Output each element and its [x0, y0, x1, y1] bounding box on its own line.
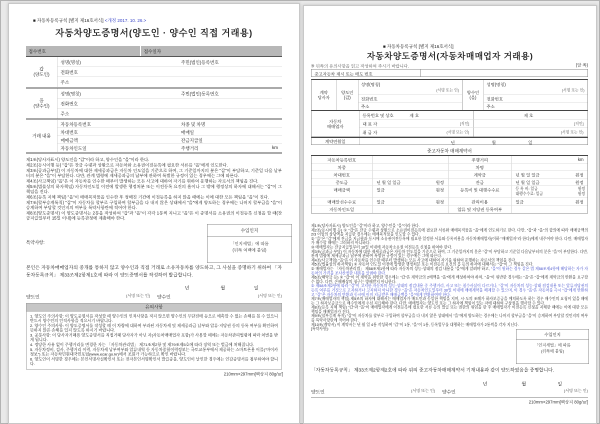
- page-title-left: 자동차양도증명서(양도인 · 양수인 직접 거래용): [55, 28, 253, 38]
- month-label: 월: [491, 140, 496, 145]
- interim-date-amount: 년 월 일 일금: [376, 180, 401, 185]
- brokerage-label: 매매알선수수료: [312, 198, 373, 205]
- signature-row-left: [26, 293, 282, 300]
- name-label: 성명(명칭): [361, 82, 381, 87]
- seal-note: (서명 또는 인): [436, 88, 459, 93]
- left-page-document: [8, 3, 300, 424]
- brokerage-mgmt-row: [312, 198, 588, 206]
- right-page-document: [303, 5, 597, 424]
- dealer-rep-right: [473, 120, 587, 128]
- won-suffix: 원정: [435, 180, 444, 185]
- dealer-label: [312, 111, 360, 137]
- revenue-stamp-box: [516, 329, 589, 364]
- veh-reg-row: [312, 156, 588, 164]
- phone-label: 전화번호: [60, 70, 78, 75]
- vehicle-reg-label: 자동차등록번호: [60, 122, 91, 127]
- grantee-sign-label: 양수인: [157, 294, 171, 300]
- grantee-address-row: [58, 109, 283, 119]
- clause: 제1조(당사자표시) 양도인을 "갑"이라 하고, 양수인을 "을"이라 한다.: [311, 223, 420, 228]
- dealer-handler-label: 취 급 자: [362, 130, 378, 135]
- dealer-label-1: 자동차: [329, 118, 342, 124]
- contract-parties-table: [311, 79, 588, 111]
- vehicle-reg-row: [58, 120, 283, 128]
- regfee-line-2: 대행수수료: 일금 원정: [515, 191, 585, 196]
- regfee-line-1: 등 록 비: 일금 원정: [515, 186, 585, 191]
- balance-value: [512, 179, 588, 186]
- seal-note: (서명 또는 인): [446, 130, 470, 135]
- grantor-role-cell: [337, 80, 359, 110]
- contract-date-row: [311, 137, 588, 145]
- mileage-value: [512, 156, 588, 163]
- vin-value: [373, 171, 449, 178]
- contract-parties-label: [312, 80, 337, 110]
- year-label: 년: [482, 381, 488, 387]
- price-row: [58, 136, 283, 144]
- revision-date: <개정 2017. 10. 26.>: [104, 18, 147, 23]
- dealer-rep-left: [360, 120, 474, 128]
- note-item: 3. 공통사항: 이 당사자거래용 양도증명서를 직접거래 당사자가 아닌 자(자동차매매업자 포함)가 사용할 때에는 자동차관리법령에 따라 처벌을 받게 됩니다.: [30, 333, 278, 342]
- veh-type-value: [373, 164, 449, 171]
- bottom-divider: [311, 397, 588, 398]
- clause: ② 매매업자는 「자동차관리법」 제58조제1항에 따라 자동차의 성능·상태의 점검 내용을 "을"에게 알려야 하고, "을"이 원하는 경우 같은 법 제58조제4항에 해당하는 자가 자동차의 가격을 조사산정한 내용을 알려야 한다.: [311, 266, 588, 276]
- km-unit: km: [272, 145, 278, 150]
- clauses-right: [311, 224, 588, 331]
- note-item: 5. 자동차정비, 검사, 주행거리 이력, 자동차세 납부여부와 압류내역 등 자동차종합이력정보는 국토교통부에서 제공하는 스마트폰용 어플("마이카정보") 또는 자동차민원대국민포털(www.ecar.go.kr)에서 조회가 가능하므로 확인 바랍니다.: [30, 347, 278, 357]
- day-label: 일: [528, 140, 533, 145]
- vin-row: [58, 128, 283, 136]
- grantor-role: 양도인: [341, 90, 354, 95]
- clause: 제2조(동시이행 등) "갑"은 잔금 수령과 상환으로 자동차와 소유권이전등록에 필요한 서류를 "을"에게 인도한다.: [26, 162, 228, 168]
- grantor-role-sub: (갑): [343, 95, 351, 100]
- delivery-value: [373, 206, 449, 214]
- clause: [특약사항]:: [311, 326, 329, 332]
- reg-number-label: 주민(법인)등록번호: [180, 60, 219, 65]
- grantee-info-cell: [484, 80, 588, 110]
- stamp-law-note: 「인지세법」에 따름: [230, 241, 269, 246]
- grantee-seal-note: (서명 또는 인): [563, 388, 588, 393]
- dealer-rep-row: [360, 120, 588, 129]
- amount-prefix: 일금: [376, 187, 385, 193]
- contract-date-label: 계약연월일: [312, 138, 360, 145]
- revenue-stamp-title: 수입인지: [517, 330, 589, 341]
- clauses-left: [26, 157, 282, 221]
- special-terms-label: 특약사항:: [26, 240, 45, 245]
- party-grantor-role: [26, 57, 58, 87]
- note-item: 6. 양도인이 서명한 경우에는 본인서명사실확인서 또는 전자본인서명확인서 발급증을, 양도인이 날인한 경우에는 인감증명서를 첨부하여야 합니다.: [30, 357, 278, 366]
- notes-title-bar: 유의사항: [26, 303, 282, 312]
- clause: 제4조(사고책임) "을"은 이 자동차를 인수한 때부터 발생하는 모든 사고에 대하여 자기를 위하여 운행하는 자로서의 책임을 진다.: [26, 178, 259, 184]
- receipt-header-row: [26, 46, 282, 57]
- won-suffix: 원정: [435, 199, 444, 205]
- presentation-number-label: 중고자동차 제시 또는 매도 번호: [312, 70, 421, 77]
- clause: ③ 매매업자는 잔금지급일부터 10일 이내에 자동차소유권 이전등록 신청을 하여야 한다.: [311, 244, 453, 250]
- dealer-handler-row: [360, 128, 588, 137]
- date-line-right: [311, 380, 588, 386]
- grantee-phone-row: [58, 99, 283, 109]
- clause: ② 제58조제2항에 따라 "갑"이 고지한 자동차의 성능·상태의 점검내용 중 주행거리, 사고 또는 침수사실이 다르거나, "갑"이 자동차의 성능·상태 점검내용 또는 압류저당권의 등록 여부를 거짓으로 고지하거나 고지하지 아니한 경우 "을"은 자동차인도일부터 30일 이내에 매매계약을 해제할 수 있으며, 이 경우 "을"은 자동차를 즉시 "갑"에게 반환하고 "갑"은 자동차의 반환과 동시에 이미 지급받은 매매금액을 "을"에게 반환하여야 한다.: [311, 283, 588, 297]
- note-item: 1. 양도인 주의사항: 이 양도증명서를 작성할 때 양수인의 인적사항을 적지 않으면 양수인의 무단전매 등으로 예측할 수 없는 손해를 볼 수 있으니 반드시 양수인의 인적사항을 적으시기 바랍니다.: [30, 314, 278, 323]
- grantor-phone-cell: 전화번호: [359, 95, 463, 103]
- dealer-reg-right: [473, 111, 587, 119]
- won-suffix: 원정: [575, 199, 584, 205]
- front-side-label: (앞 쪽): [575, 62, 588, 68]
- veh-reg-value: [373, 156, 449, 163]
- clause: 제8조(양도증명서) 이 양도증명서는 2통을 작성하여 "갑"과 "을"이 각각 1통씩 지니고 "을"은 이 증명서를 소유권의 이전등록 신청을 할 때(잔금지급일부터 15일 이내)에 등록관청에 제출해야 한다.: [26, 210, 282, 221]
- corporate-seal-mark: [직인]: [459, 121, 470, 126]
- role-gap: 갑: [39, 66, 44, 72]
- dealer-reg-label: 등록번호 및 상호: [362, 113, 394, 118]
- delivery-lien-row: [312, 206, 588, 214]
- page-title-right: 자동차양도증명서(자동차매매업자 거래용): [366, 51, 534, 61]
- role-grantor-sub: (양도인): [33, 72, 50, 77]
- mgmt-label: 관리비용: [449, 198, 512, 205]
- form-reference-text: ■ 자동차등록규칙 [별지 제16호서식]: [33, 18, 104, 23]
- grantor-address-row: [58, 77, 283, 87]
- parties-label-2: 당사자: [317, 95, 330, 100]
- lien-label: 압류 및 저당권 등록여부: [449, 206, 512, 214]
- deposit-value: [512, 171, 588, 178]
- presentation-number-row: [311, 69, 588, 77]
- role-grantee-sub: (양수인): [33, 103, 50, 109]
- clause: 제3조(공과금부담) 이 자동차에 대한 제세공과금은 자동차 인도일을 기준으로 하여, 그 기준일까지의 분은 "갑"이 부담하고, 기준일 다음 날부터의 분은 "을"이 부담한다. 다만, 관계 법령에 제세공과금의 납부에 관하여 특별한 규정이 있는 경우에는 그에 따른다.: [26, 168, 282, 178]
- delivery-row: [58, 144, 283, 152]
- grantor-info-cell: [359, 80, 463, 110]
- grantor-name-cell: [359, 80, 463, 95]
- party-grantor-section: [26, 57, 282, 89]
- revenue-stamp-box: [207, 224, 292, 263]
- amount-prefix: 일금: [376, 199, 385, 205]
- veh-name-label: 차명: [449, 164, 512, 171]
- won-suffix: 원정: [575, 172, 584, 178]
- clause: 제5조(법률상의 하자책임) ① 자동차 인도일 이전에 발생한 행정처분 또는 이전등록 요건의 흠 등의 하자에 대해서는 "갑"이 그 책임을 진다.: [311, 262, 534, 267]
- lien-value: [512, 206, 588, 214]
- mileage-label: 주행거리: [449, 156, 512, 163]
- year-label: 년: [450, 140, 455, 145]
- delivery-label: 자동차인도일: [312, 206, 373, 214]
- clause: 제10조(계약서) 이 계약서는 년 월 일 4통 작성하여 "갑"이 1통, "을"이 1통, 등록업무를 대행하는 매매업자가 2통씩을 각자 지닌다.: [311, 322, 519, 327]
- regfee-label: 등록비 및 대행수수료: [449, 186, 512, 198]
- won-suffix: 원정: [435, 187, 444, 193]
- month-label: 월: [521, 381, 527, 387]
- stamp-law-note: 「인지세법」에 따름: [534, 343, 571, 348]
- vehicle-contract-table: [311, 156, 588, 214]
- clause: 제3조(공과금 부담) 이 자동차에 대한 제세공과금은 자동차 인도일을 기준으로 하여, 그 기준일까지의 분은 "갑"이 부담하고 기준일 다음날부터의 분은 "을"이 부담한다. 다만, 관계 법령에 제세공과금 납부에 관하여 특별한 규정이 있는 경우에는 그에 따른다.: [311, 249, 588, 259]
- brokerage-value: [373, 198, 449, 205]
- notes-section: [26, 303, 282, 370]
- seal-note: (서명 또는 인): [560, 130, 584, 135]
- grantee-role-sub: (을): [469, 95, 477, 100]
- name-label: 성명(명칭): [60, 60, 81, 65]
- balance-date-amount: 년 월 일 일금: [515, 180, 540, 185]
- regfee-value: [512, 186, 588, 198]
- deposit-label: 계약금: [449, 171, 512, 178]
- transaction-details-label: 거래 내용: [26, 120, 58, 152]
- grantee-role: 양수인: [466, 90, 480, 95]
- grantor-seal-note: (서명 또는 인): [126, 293, 151, 298]
- clause: ② "을"은 "갑"에게 잔금을 지급함과 동시에 소유권이전등록에 필요한 일정한 서류와 등록비용을 자동차매매업자(이하 "매매업자"라 한다)에게 내주어야 한다. 다만, 매매업자가 매수할 때에는 그러하지 아니하다.: [311, 236, 588, 246]
- grantee-role-cell: [462, 80, 484, 110]
- balance-date-label: 잔금지급일: [180, 138, 203, 143]
- price-value: [373, 186, 449, 198]
- grantee-name-cell: [484, 80, 588, 95]
- receipt-parties-table: [26, 46, 282, 154]
- transaction-details-section: [26, 120, 282, 154]
- price-regfee-row: [312, 186, 588, 198]
- party-grantee-section: [26, 89, 282, 121]
- clause: 제1조(당사자표시) 양도인을 "갑"이라 하고, 양수인을 "을"이라 한다.: [26, 157, 150, 162]
- year-label: 년: [184, 285, 190, 291]
- grantee-seal-note: (서명 또는 인): [257, 293, 282, 298]
- grantee-sign-label: 양수인: [442, 389, 456, 395]
- address-label: 주소: [60, 111, 70, 117]
- price-label: 매매금액: [312, 186, 373, 198]
- form-reference-right: ■ 자동차등록규칙 [별지 제16호서식]: [383, 44, 454, 49]
- balance-label: 잔금: [449, 179, 512, 186]
- dealer-rep-label: 대 표 자: [362, 121, 378, 127]
- dealer-handler-right: [473, 128, 587, 137]
- grantor-name-row: [58, 57, 283, 67]
- revenue-stamp-title: 수입인지: [208, 225, 292, 238]
- note-item: 2. 양수인 주의사항: 이 양도증명서를 작성할 때 이 차량에 대하여 부과된 자동차세 및 제세공과금 납부와 압류·저당권 등의 등록 여부를 확인하여 뜻하지 않은 손해를 입지 않도록 하시기 바랍니다.: [30, 323, 278, 333]
- clause: 제8조(등록 지체 책임) "갑"과 "을"이 매매업자에게 이전등록에 필요한 서류 등의 발급 또는 권한의 위임을 한 후 매매업자가 이전등록 신청을 지체한 때에는 이에 대한 모든 책임을 매매업자가 진다.: [311, 305, 588, 314]
- clause: 제2조(동시이행 등) ① "갑"은 잔금 수령과 상환으로 소유권이전등록에 필요한 서류와 매매목적물을 "을"에게 인도하기로 한다. 다만, "갑"과 "을"의 합의에 따라 매매금액의 2/3 이상의 상당액을 지급한 경우에는 매매목적물을 인도할 수 있다.: [311, 227, 588, 237]
- paper-size-note-right: 210mm×297mm[백상지 80g/㎡]: [528, 399, 588, 405]
- parties-label-1: 계약: [319, 90, 328, 95]
- vin-label: 차대번호: [312, 171, 373, 178]
- dealer-reg-left: [360, 111, 474, 119]
- interim-value: [373, 179, 449, 186]
- day-label: 일: [557, 381, 563, 387]
- grantor-address-cell: 주소: [361, 104, 370, 109]
- grantee-address-cell: 주소: [486, 104, 495, 109]
- won-suffix: 원정: [575, 180, 584, 185]
- clause: 제6조(등록 지체 책임) "을"이 매매목적물을 인수한 후 정해진 기간에 이전등록을 하지 않을 때에는 이에 대한 모든 책임을 "을"이 진다.: [26, 194, 270, 200]
- interim-label: 중도금: [312, 179, 373, 186]
- name-label: 성명(명칭): [60, 91, 81, 97]
- vin-label: 차대번호: [60, 130, 78, 135]
- receipt-date-label: 접수일자: [143, 49, 162, 54]
- delivery-label: 자동차인도일: [60, 146, 87, 151]
- km-unit: km: [577, 157, 584, 162]
- grantee-name-row: [58, 89, 283, 99]
- clause: 제4조(사고책임) "을"은 이 자동차를 인수한 때부터 발생하는 모든 사고에 대하여 자기를 위하여 운행하는 자로서의 책임을 진다.: [311, 257, 517, 263]
- veh-reg-label: 자동차등록번호: [312, 156, 373, 163]
- paper-size-note-left: 210mm×297mm[백상지 80g/㎡]: [223, 371, 283, 377]
- amount-prefix: 일금: [515, 199, 524, 205]
- veh-type-label: 차종: [312, 164, 373, 171]
- instruction-note: ※ 뒤쪽의 유의사항을 읽고 작성하여 주시기 바랍니다.: [311, 63, 410, 69]
- clause: 제7조(할부승계특칙) "갑"이 자동차를 할부로 구입하여 할부금을 다 내지 않은 상태에서 "을"에게 양도하는 경우에는 나머지 할부금을 "을"이 승계하여 부담할 것인지의 여부를 특약사항란에 적어야 한다.: [26, 200, 282, 210]
- deposit-date-amount: 년 월 일 일금: [515, 172, 540, 178]
- month-label: 월: [220, 285, 226, 291]
- grantee-phone-cell: 전화번호: [484, 95, 588, 103]
- clause: 제6조(해약금 등) ① "갑"이 이 계약을 위반한 경우에는 "갑"은 계약금의 2배액을 "을"에게 배상하여야 하며, "을"이 위반한 경우에는 "을"은 "갑"에게 계약금의 반환을 요구할 수 없다. 다만, 손해배상의 청구는 방해받지 아니한다.: [311, 275, 588, 284]
- declaration-right: 「자동차등록규칙」 제33조제2항제2호에 따라 위의 중고자동차매매계약서 기재내용과 같이 양도하였음을 증명합니다.: [311, 367, 555, 373]
- grantor-sign-label: 양도인: [26, 294, 40, 300]
- vin-deposit-row: [312, 171, 588, 179]
- stamp-attach-note: (뒤쪽 여백에 붙임): [232, 247, 267, 253]
- clause: 제7조(매매업자의 책임) 제5조의 하자에 대해서는 매매업자가 매도인과 동일한 책임을 지며, 시·도의 조례가 하자보증금을 예치하도록 하는 경우 매수인의 요청이 있을 때에는 그 하자보증금으로 매수인에게 우선 지급해야 한다. 다만, 매매업자는 양도인 또는 그 하자에 책임이 있는 자에 대하여 구상권을 행사할 수 있다.: [311, 296, 588, 306]
- signature-row-right: [311, 388, 588, 395]
- dealer-handler-left: [360, 128, 474, 137]
- form-reference-left: [33, 17, 146, 24]
- sale-date-label: 매매일: [180, 130, 195, 135]
- vehicle-type-label: 차종 및 차명: [180, 122, 206, 127]
- veh-name-value: [512, 164, 588, 171]
- reg-number-label: 주민(법인)등록번호: [180, 91, 219, 97]
- date-line-left: [26, 284, 282, 290]
- mileage-label: 주행거리: [180, 146, 199, 151]
- receipt-number-label: 접수번호: [26, 46, 141, 56]
- stamp-attach-note: (뒤쪽에 붙임): [540, 349, 565, 354]
- address-label: 주소: [60, 80, 70, 85]
- declaration-left: 본인은 자동차매매업자의 중개를 통하지 않고 양수인과 직접 거래로 소유자동차를 양도하고, 그 사실을 증명하기 위하여 「자동차등록규칙」 제33조제2항제1호에 따라 이 양도증명서를 작성하여 발급합니다.: [26, 265, 282, 278]
- dealer-reg-number-2: 제 호: [523, 113, 534, 118]
- name-label: 성명(명칭): [486, 82, 506, 87]
- note-item: 4. 정당한 사유 없이 주행거리를 변경한 자는 「자동차관리법」 제71조제2항 및 제79조제5호에 따라 징역 또는 벌금에 처해집니다.: [30, 342, 255, 347]
- contract-section-title: 중고자동차 매매계약서: [311, 147, 588, 156]
- grantor-seal-note: (서명 또는 인): [411, 388, 436, 393]
- dealer-table: [311, 110, 588, 137]
- grantor-sign-label: 양도인: [311, 389, 325, 395]
- veh-type-row: [312, 164, 588, 172]
- price-label: 매매금액: [60, 138, 78, 143]
- clause: 제5조(법률상의 하자책임) 자동차인도일 이전에 발생한 행정처분 또는 이전등록 요건의 흠이나 그 밖에 행정상의 하자에 대해서는 "갑"이 그 책임을 진다.: [26, 184, 282, 194]
- mgmt-value: [512, 198, 588, 205]
- grantor-phone-row: [58, 67, 283, 77]
- party-grantee-role: [26, 89, 58, 119]
- dealer-reg-row: [360, 111, 588, 120]
- dealer-reg-number-1: 제 호: [409, 113, 419, 118]
- dealer-label-2: 매매업자: [327, 123, 344, 129]
- interim-balance-row: [312, 179, 588, 187]
- clause: 제9조(할부승계 특칙) "갑"이 자동차를 할부로 구입하여 할부금을 다 내지 않은 상태에서 "을"에게 양도하는 경우에는 나머지 할부금을 "을"이 승계하여 부담할 것인지의 여부를 특약사항란에 적어야 한다.: [311, 313, 588, 323]
- corporate-seal-mark: [직인]: [574, 121, 584, 126]
- day-label: 일: [253, 285, 259, 291]
- phone-label: 전화번호: [60, 101, 78, 107]
- role-eul: 을: [39, 98, 44, 103]
- seal-note: (서명 또는 인): [561, 88, 585, 93]
